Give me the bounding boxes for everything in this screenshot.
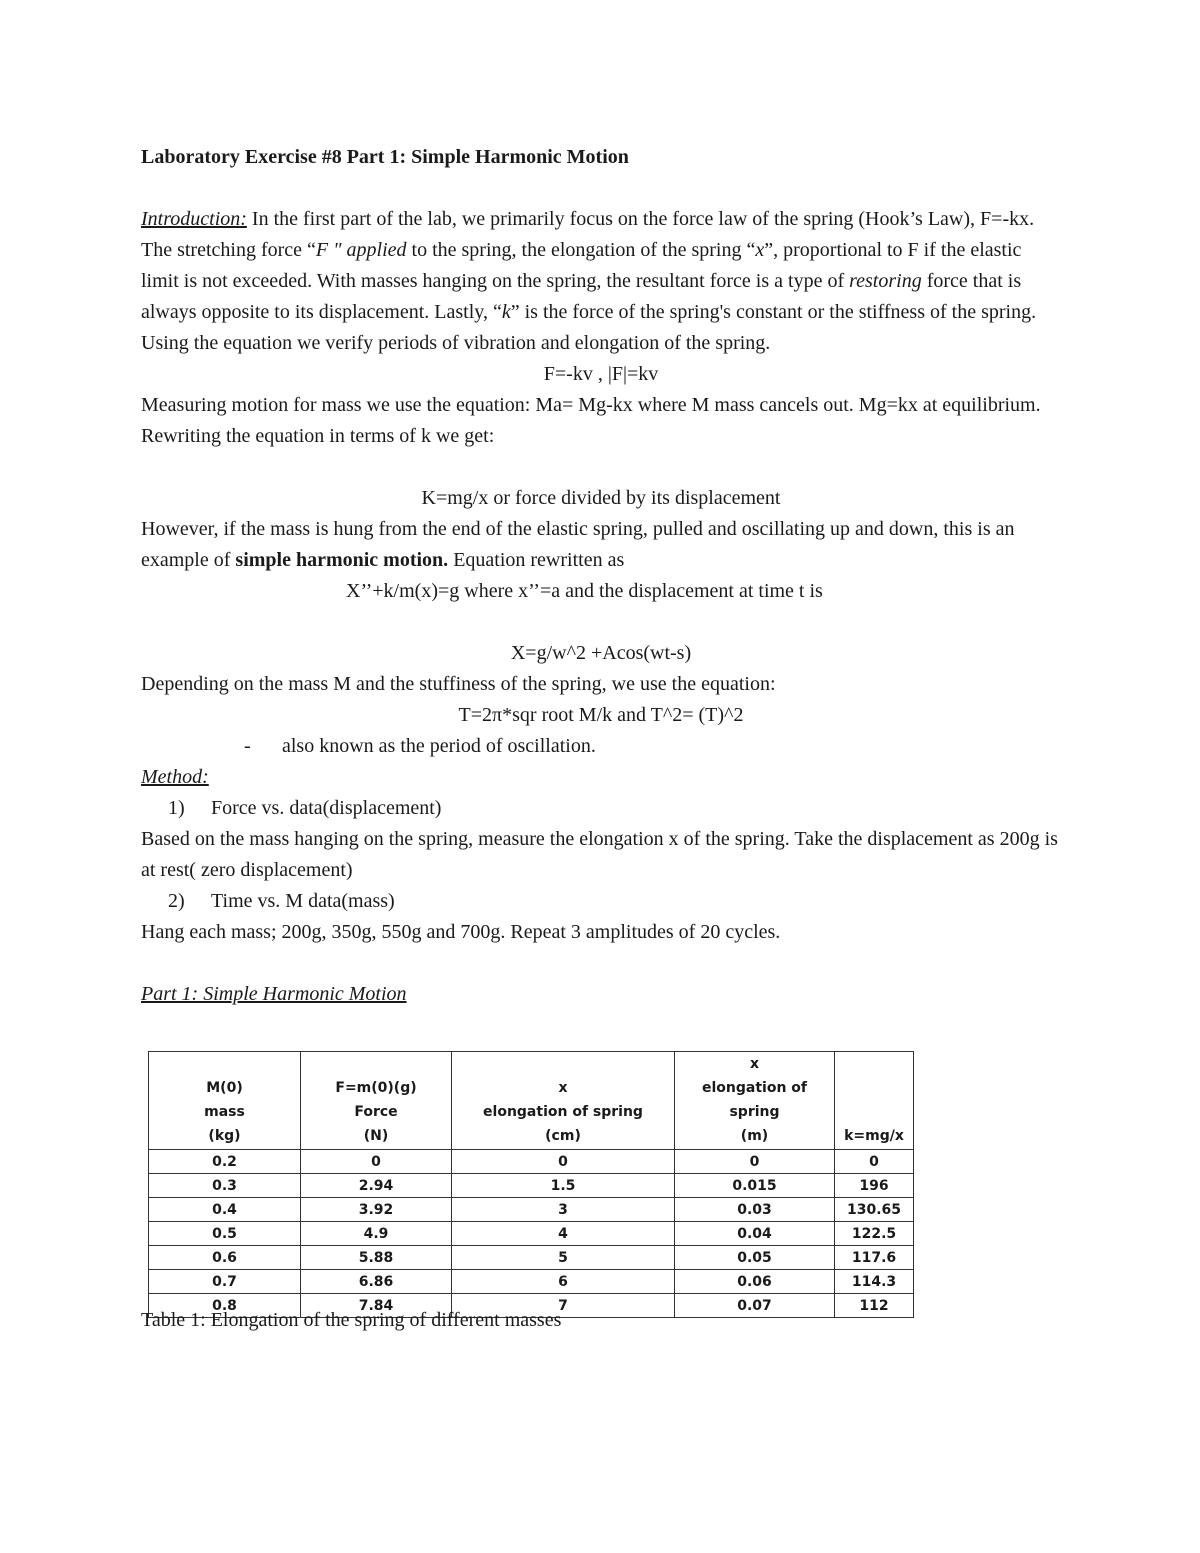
table-row: 0.3 2.94 1.5 0.015 196 — [149, 1174, 914, 1198]
table-caption: Table 1: Elongation of the spring of different masses — [141, 1309, 562, 1331]
table-row: 0.8 7.84 7 0.07 112 — [149, 1294, 914, 1318]
method-item-1: 1) Force vs. data(displacement) — [168, 797, 442, 819]
method-item-1-description: Based on the mass hanging on the spring, measure the elongation x of the spring. Take the displacement as 200g is at rest( zero displacement) — [141, 828, 1058, 881]
column-header-k: k=mg/x — [835, 1052, 914, 1150]
part-heading: Part 1: Simple Harmonic Motion — [141, 983, 407, 1005]
however-paragraph: However, if the mass is hung from the end of the elastic spring, pulled and oscillating up and down, this is an example of simple harmonic motion. Equation rewritten as — [141, 518, 1015, 571]
method-item-2-description: Hang each mass; 200g, 350g, 550g and 700g. Repeat 3 amplitudes of 20 cycles. — [141, 921, 781, 943]
table-row: 0.4 3.92 3 0.03 130.65 — [149, 1198, 914, 1222]
table-row: 0.5 4.9 4 0.04 122.5 — [149, 1222, 914, 1246]
equation-hooke: F=-kv , |F|=kv — [543, 363, 659, 385]
column-header-force: F=m(0)(g) Force (N) — [301, 1052, 452, 1150]
table-row: 0.7 6.86 6 0.06 114.3 — [149, 1270, 914, 1294]
table-row: 0.2 0 0 0 0 — [149, 1150, 914, 1174]
method-item-2: 2) Time vs. M data(mass) — [168, 890, 395, 912]
column-header-elongation-cm: x elongation of spring (cm) — [452, 1052, 675, 1150]
bullet-item: - also known as the period of oscillation. — [244, 735, 596, 757]
introduction-heading: Introduction: — [141, 208, 247, 230]
equation-motion: X’’+k/m(x)=g where x’’=a and the displacement at time t is — [346, 580, 823, 602]
column-header-mass: M(0) mass (kg) — [149, 1052, 301, 1150]
document-body — [141, 142, 1061, 1010]
depending-paragraph: Depending on the mass M and the stuffiness of the spring, we use the equation: — [141, 673, 776, 695]
table-row: 0.6 5.88 5 0.05 117.6 — [149, 1246, 914, 1270]
equation-period: T=2π*sqr root M/k and T^2= (T)^2 — [458, 704, 744, 726]
measuring-paragraph: Measuring motion for mass we use the equation: Ma= Mg-kx where M mass cancels out. Mg=kx at equilibrium. Rewriting the equation in terms of k we get: — [141, 394, 1041, 447]
page-title: Laboratory Exercise #8 Part 1: Simple Harmonic Motion — [141, 146, 629, 168]
equation-k: K=mg/x or force divided by its displacement — [421, 487, 781, 509]
table-header-row — [149, 1052, 914, 1150]
introduction-paragraph: Introduction: In the first part of the lab, we primarily focus on the force law of the spring (Hook’s Law), F=-kx. The stretching force “F " applied to the spring, the elongation of the spring “x”, proportional to F if the elastic limit is not exceeded. With masses hanging on the spring, the resultant force is a type of restoring force that is always opposite to its displacement. Lastly, “k” is the force of the spring's constant or the stiffness of the spring. Using the equation we verify periods of vibration and elongation of the spring. — [141, 208, 1037, 354]
equation-displacement: X=g/w^2 +Acos(wt-s) — [510, 642, 692, 664]
column-header-elongation-m: x elongation of spring (m) — [675, 1052, 835, 1150]
method-heading: Method: — [141, 766, 209, 788]
elongation-table — [148, 1051, 914, 1318]
